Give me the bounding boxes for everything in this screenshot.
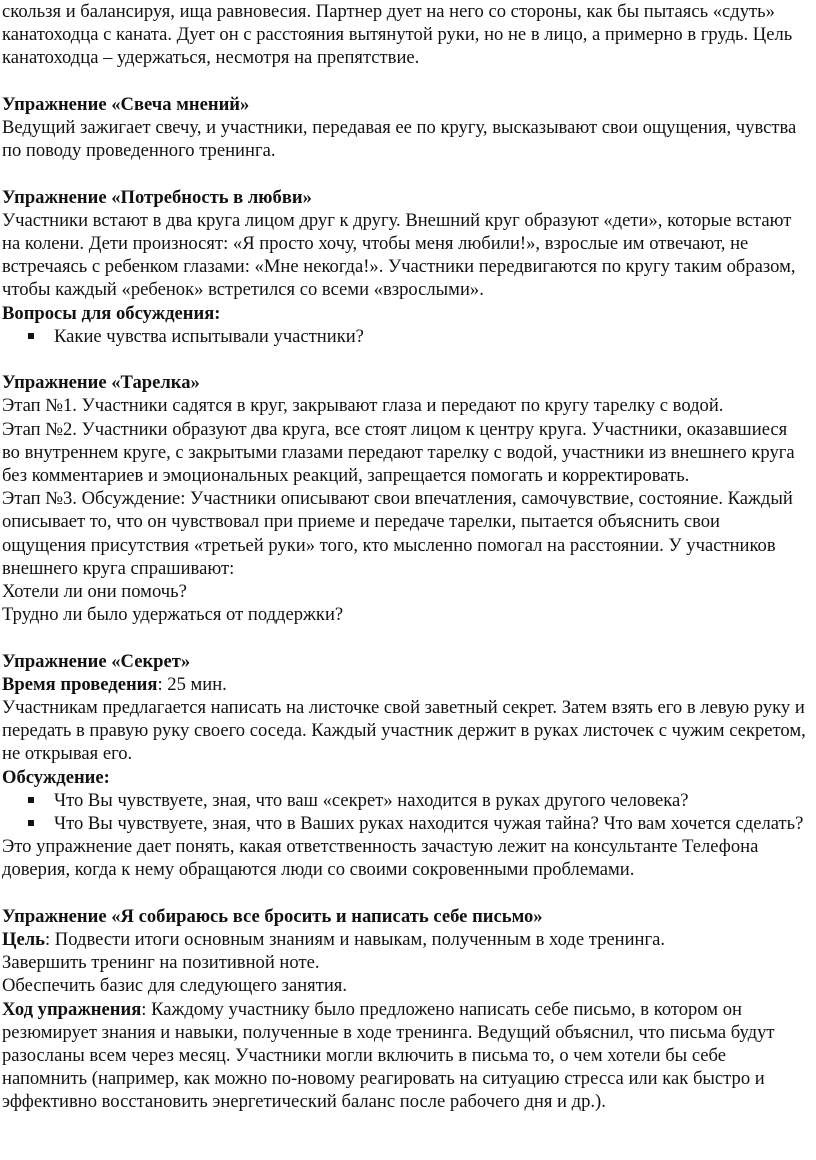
section-title: Упражнение «Тарелка» — [2, 372, 200, 394]
goal-line-3: Обеспечить базис для следующего занятия. — [2, 975, 348, 997]
conclusion-text: Это упражнение дает понять, какая ответственность зачастую лежит на консультанте Телефона доверия, когда к нему обращаются люди со своими сокровенными проблемами. — [2, 836, 759, 881]
goal-line — [2, 928, 808, 951]
section-title: Упражнение «Свеча мнений» — [2, 93, 250, 115]
bullet-icon — [28, 797, 34, 803]
list-item: Какие чувства испытывали участники? — [2, 325, 808, 348]
questions-title: Вопросы для обсуждения: — [2, 302, 221, 324]
discussion-title: Обсуждение: — [2, 766, 110, 788]
course-value: : Каждому участнику было предложено написать себе письмо, в котором он резюмирует знания и навыки, полученные в ходе тренинга. Ведущий объяснил, что письма будут разосланы всем через месяц. Участники могли включить в письма то, о чем хотели бы себе напомнить (например, как можно по-новому реагировать на ситуацию стресса или как быстро и эффективно восстановить энергетический баланс после рабочего дня и др.). — [2, 998, 775, 1113]
stage-2-text: Этап №2. Участники образуют два круга, все стоят лицом к центру круга. Участники, оказавшиеся во внутреннем круге, с закрытыми глазами передают тарелку с водой, участники из внешнего круга без комментариев и эмоциональных реакций, запрещается помогать и корректировать. — [2, 418, 795, 487]
section-plate — [2, 371, 808, 626]
section-title: Упражнение «Секрет» — [2, 650, 191, 672]
section-text: Ведущий зажигает свечу, и участники, передавая ее по кругу, высказывают свои ощущения, чувства по поводу проведенного тренинга. — [2, 117, 797, 162]
question-text: Трудно ли было удержаться от поддержки? — [2, 604, 344, 626]
goal-line-2: Завершить тренинг на позитивной ноте. — [2, 952, 320, 974]
intro-paragraph: скользя и балансируя, ища равновесия. Партнер дует на него со стороны, как бы пытаясь «сдуть» канатоходца с каната. Дует он с расстояния вытянутой руки, но не в лицо, а примерно в грудь. Цель канатоходца – удержаться, несмотря на препятствие. — [2, 1, 793, 69]
time-value: : 25 мин. — [157, 673, 227, 695]
goal-label: Цель — [2, 929, 45, 951]
section-text: Участникам предлагается написать на листочке свой заветный секрет. Затем взять его в левую руку и передать в правую руку своего соседа. Каждый участник держит в руках листочек с чужим секретом, не открывая его. — [2, 697, 806, 765]
section-title: Упражнение «Потребность в любви» — [2, 186, 312, 208]
bullet-icon — [28, 333, 34, 339]
section-secret — [2, 650, 808, 882]
goal-value: : Подвести итоги основным знаниям и навыкам, полученным в ходе тренинга. — [44, 929, 666, 951]
list-item: Что Вы чувствуете, зная, что в Ваших руках находится чужая тайна? Что вам хочется сделать? — [2, 812, 808, 835]
course-label: Ход упражнения — [2, 998, 142, 1020]
time-label: Время проведения — [2, 673, 158, 695]
section-letter — [2, 905, 808, 1114]
question-text: Хотели ли они помочь? — [2, 581, 187, 603]
time-line — [2, 673, 808, 696]
stage-3-text: Этап №3. Обсуждение: Участники описывают свои впечатления, самочувствие, состояние. Каждый описывает то, что он чувствовал при приеме и передаче тарелки, пытается объяснить свои ощущения присутствия «третьей руки» того, кто мысленно помогал на расстоянии. У участников внешнего круга спрашивают: — [2, 488, 793, 579]
questions-list — [2, 325, 808, 348]
stage-1-text: Этап №1. Участники садятся в круг, закрывают глаза и передают по кругу тарелку с водой. — [2, 395, 724, 417]
section-title: Упражнение «Я собираюсь все бросить и написать себе письмо» — [2, 905, 543, 927]
course-line — [2, 998, 808, 1114]
section-love — [2, 186, 808, 348]
discussion-list — [2, 789, 808, 835]
section-candle — [2, 93, 808, 163]
list-item: Что Вы чувствуете, зная, что ваш «секрет» находится в руках другого человека? — [2, 789, 808, 812]
section-text: Участники встают в два круга лицом друг к другу. Внешний круг образуют «дети», которые встают на колени. Дети произносят: «Я просто хочу, чтобы меня любили!», взрослые им отвечают, не встречаясь с ребенком глазами: «Мне некогда!». Участники передвигаются по кругу таким образом, чтобы каждый «ребенок» встретился со всеми «взрослыми». — [2, 209, 796, 301]
bullet-icon — [28, 820, 34, 826]
